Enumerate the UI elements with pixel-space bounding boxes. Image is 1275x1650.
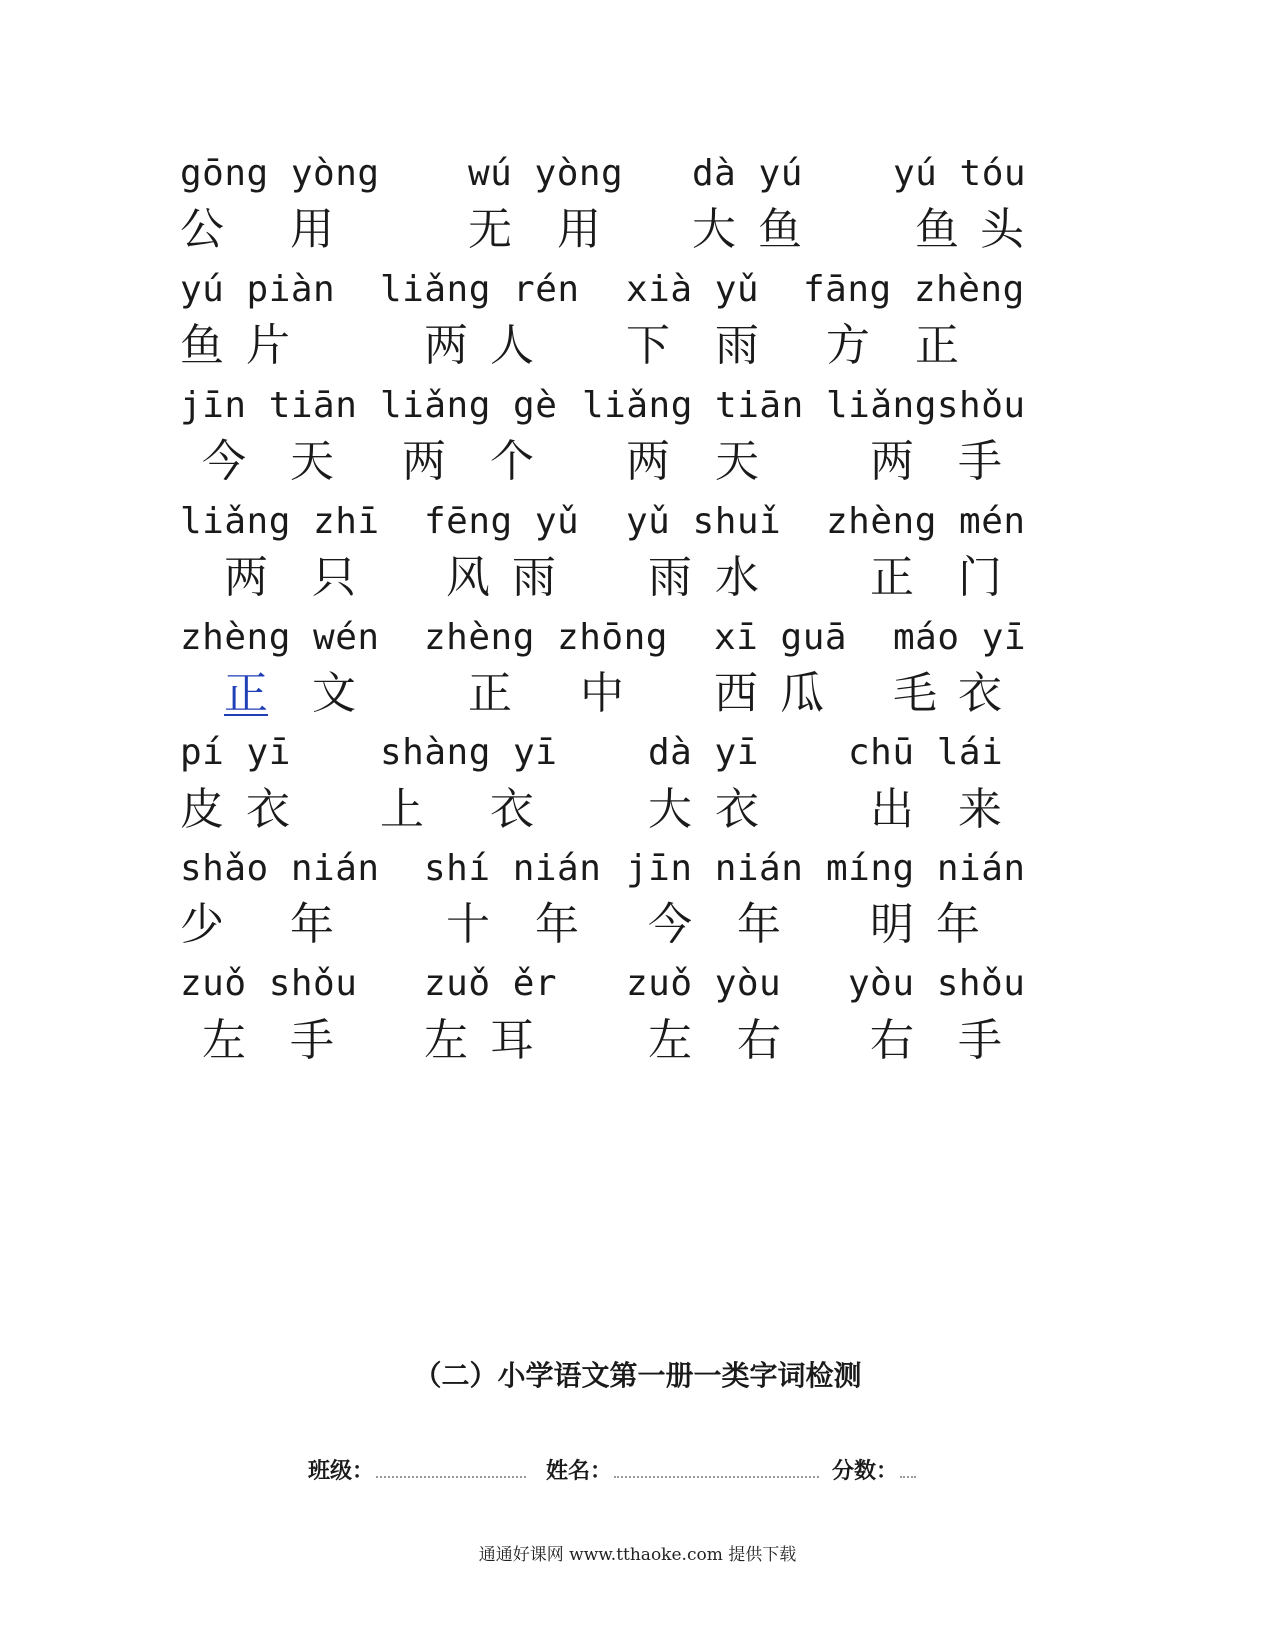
pinyin-word: shǎo nián <box>180 848 380 889</box>
hanzi-char: 衣 <box>715 784 759 835</box>
score-label: 分数： <box>832 1459 899 1484</box>
hanzi-char: 衣 <box>246 784 290 835</box>
hanzi-char: 今 <box>202 436 246 487</box>
hanzi-char: 中 <box>580 668 624 719</box>
hanzi-char: 两 <box>626 436 670 487</box>
hanzi-char: 衣 <box>958 668 1002 719</box>
hanzi-char: 用 <box>290 204 334 255</box>
hanzi-char: 雨 <box>512 552 556 603</box>
hanzi-char: 出 <box>870 784 914 835</box>
hanzi-char-link[interactable]: 正 <box>224 668 268 719</box>
hanzi-char: 文 <box>312 668 356 719</box>
pinyin-word: xī guā <box>714 617 848 658</box>
hanzi-char: 年 <box>290 899 334 950</box>
hanzi-char: 瓜 <box>780 668 824 719</box>
hanzi-char: 西 <box>714 668 758 719</box>
hanzi-char: 大 <box>648 784 692 835</box>
name-blank[interactable] <box>614 1456 819 1478</box>
pinyin-word: yǔ shuǐ <box>626 501 782 542</box>
pinyin-word: chū lái <box>848 732 1004 773</box>
pinyin-word: fēng yǔ <box>424 501 580 542</box>
hanzi-char: 门 <box>958 552 1002 603</box>
hanzi-char: 雨 <box>715 320 759 371</box>
hanzi-char: 十 <box>446 899 490 950</box>
hanzi-char: 手 <box>958 436 1002 487</box>
hanzi-char: 风 <box>446 552 490 603</box>
pinyin-word: liǎng zhī <box>180 501 380 542</box>
hanzi-char: 鱼 <box>915 204 959 255</box>
hanzi-char: 两 <box>870 436 914 487</box>
pinyin-word: dà yú <box>692 153 803 194</box>
hanzi-char: 用 <box>557 204 601 255</box>
hanzi-char: 皮 <box>180 784 224 835</box>
hanzi-char: 年 <box>936 899 980 950</box>
hanzi-char: 鱼 <box>180 320 224 371</box>
score-blank[interactable] <box>900 1456 916 1478</box>
hanzi-char: 正 <box>870 552 914 603</box>
hanzi-char: 正 <box>915 320 959 371</box>
hanzi-char: 正 <box>468 668 512 719</box>
pinyin-word: zhèng zhōng <box>424 617 668 658</box>
hanzi-char: 大 <box>692 204 736 255</box>
hanzi-char: 两 <box>224 552 268 603</box>
name-field <box>546 1456 819 1487</box>
class-field <box>308 1456 526 1487</box>
pinyin-word: yú piàn <box>180 269 336 310</box>
pinyin-word: yòu shǒu <box>848 963 1026 1004</box>
pinyin-word: liǎngshǒu <box>826 385 1026 426</box>
pinyin-word: máo yī <box>893 617 1027 658</box>
hanzi-char: 片 <box>246 320 290 371</box>
pinyin-word: fāng zhèng <box>803 269 1025 310</box>
hanzi-char: 水 <box>715 552 759 603</box>
hanzi-char: 左 <box>202 1015 246 1066</box>
pinyin-word: zuǒ yòu <box>626 963 782 1004</box>
pinyin-word: míng nián <box>826 848 1026 889</box>
hanzi-char: 头 <box>980 204 1024 255</box>
pinyin-word: shí nián <box>424 848 602 889</box>
pinyin-word: liǎng gè <box>380 385 558 426</box>
class-label: 班级： <box>308 1459 375 1484</box>
pinyin-word: jīn tiān <box>180 385 358 426</box>
hanzi-char: 耳 <box>490 1015 534 1066</box>
hanzi-char: 右 <box>737 1015 781 1066</box>
pinyin-word: gōng yòng <box>180 153 380 194</box>
score-field <box>832 1456 916 1487</box>
pinyin-word: shàng yī <box>380 732 558 773</box>
pinyin-word: liǎng rén <box>380 269 580 310</box>
pinyin-word: wú yòng <box>468 153 624 194</box>
hanzi-char: 年 <box>535 899 579 950</box>
page-footer: 通通好课网 www.tthaoke.com 提供下载 <box>478 1545 797 1565</box>
hanzi-char: 手 <box>958 1015 1002 1066</box>
pinyin-word: dà yī <box>648 732 759 773</box>
hanzi-char: 方 <box>826 320 870 371</box>
hanzi-char: 少 <box>180 899 224 950</box>
name-label: 姓名： <box>546 1459 613 1484</box>
hanzi-char: 上 <box>380 784 424 835</box>
hanzi-char: 雨 <box>648 552 692 603</box>
hanzi-char: 天 <box>290 436 334 487</box>
hanzi-char: 左 <box>424 1015 468 1066</box>
hanzi-char: 衣 <box>490 784 534 835</box>
hanzi-char: 人 <box>490 320 534 371</box>
hanzi-char: 明 <box>870 899 914 950</box>
class-blank[interactable] <box>376 1456 526 1478</box>
hanzi-char: 公 <box>180 204 224 255</box>
pinyin-word: pí yī <box>180 732 291 773</box>
hanzi-char: 天 <box>715 436 759 487</box>
hanzi-char: 右 <box>870 1015 914 1066</box>
hanzi-char: 毛 <box>893 668 937 719</box>
hanzi-char: 鱼 <box>758 204 802 255</box>
hanzi-char: 左 <box>648 1015 692 1066</box>
hanzi-char: 两 <box>424 320 468 371</box>
hanzi-char: 手 <box>290 1015 334 1066</box>
pinyin-word: yú tóu <box>893 153 1027 194</box>
pinyin-word: zuǒ ěr <box>424 963 558 1004</box>
hanzi-char: 今 <box>648 899 692 950</box>
pinyin-word: liǎng tiān <box>582 385 804 426</box>
pinyin-word: zhèng wén <box>180 617 380 658</box>
pinyin-word: zuǒ shǒu <box>180 963 358 1004</box>
hanzi-char: 只 <box>312 552 356 603</box>
pinyin-word: zhèng mén <box>826 501 1026 542</box>
hanzi-char: 来 <box>958 784 1002 835</box>
hanzi-char: 两 <box>402 436 446 487</box>
hanzi-char: 年 <box>737 899 781 950</box>
hanzi-char: 个 <box>490 436 534 487</box>
section-title: （二）小学语文第一册一类字词检测 <box>413 1359 862 1392</box>
hanzi-char: 无 <box>468 204 512 255</box>
hanzi-char: 下 <box>626 320 670 371</box>
pinyin-word: xià yǔ <box>626 269 760 310</box>
pinyin-word: jīn nián <box>626 848 804 889</box>
